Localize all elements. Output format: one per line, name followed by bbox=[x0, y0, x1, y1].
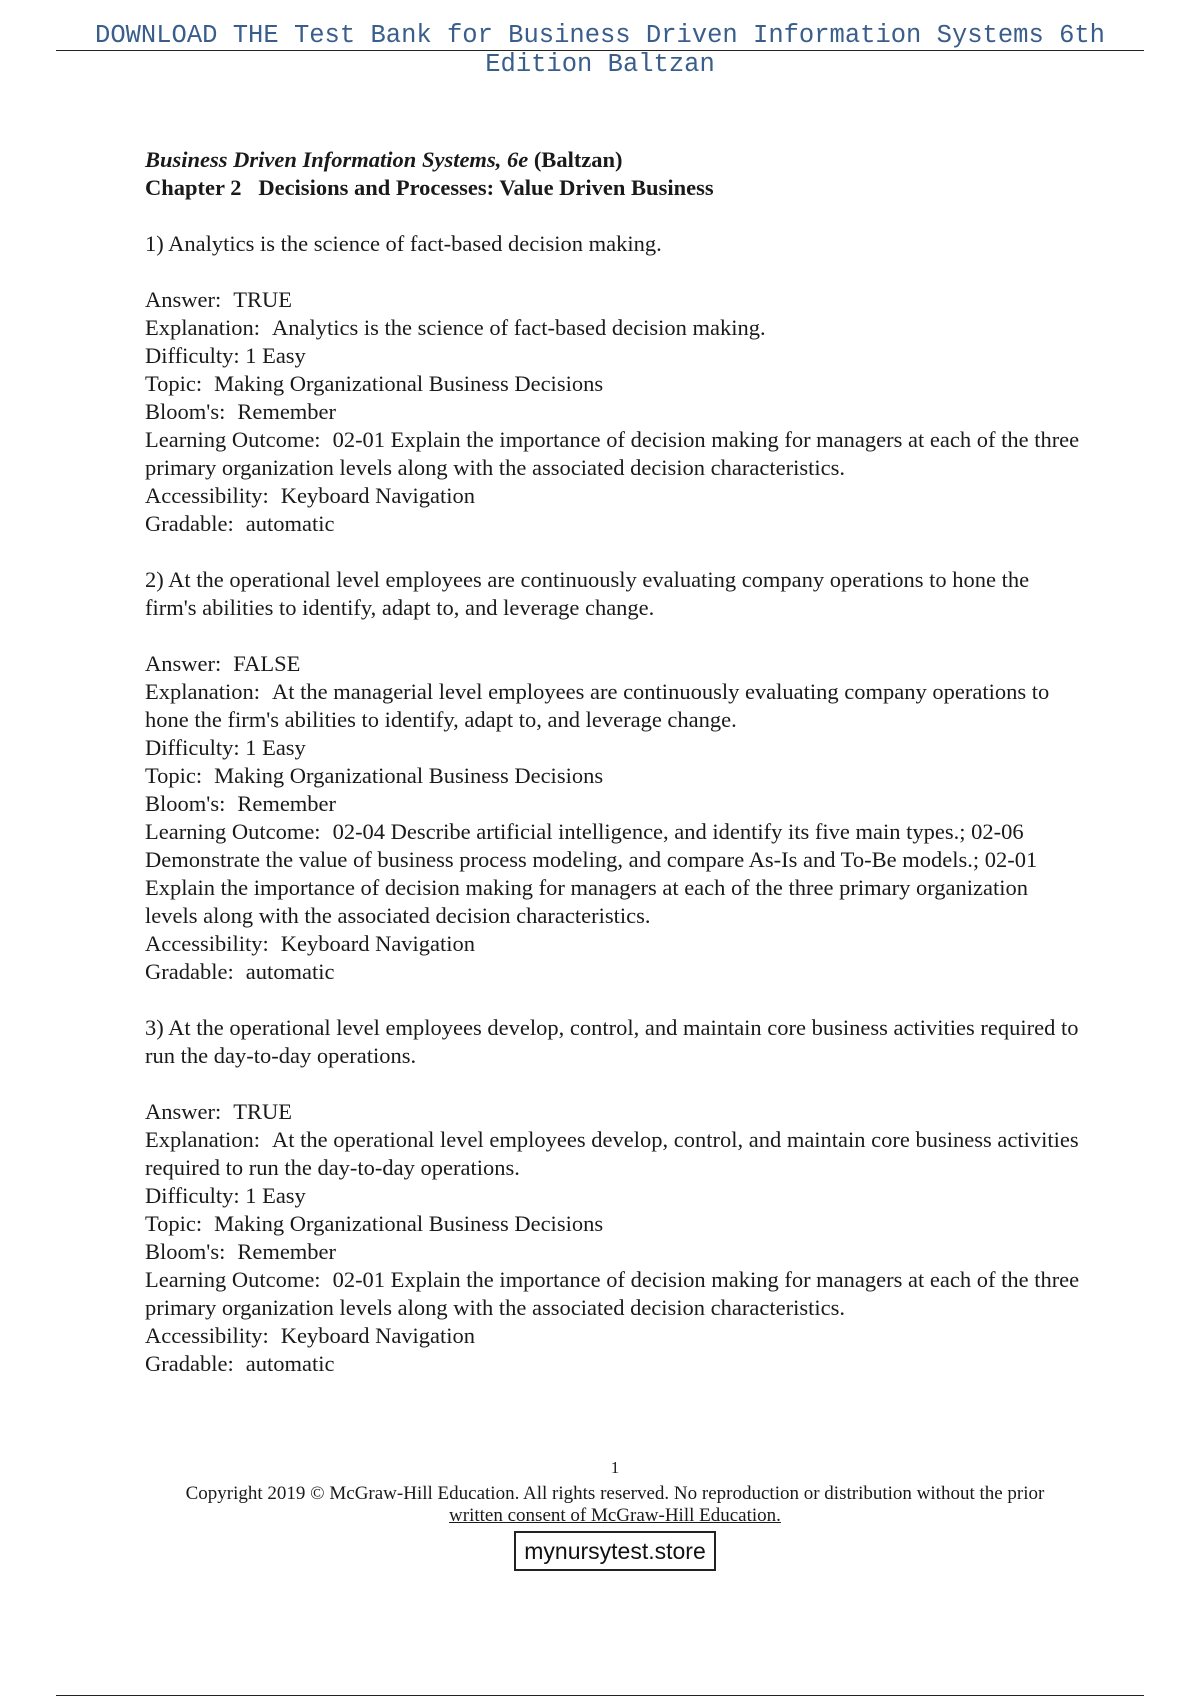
topic-row bbox=[145, 1210, 1085, 1238]
outcome-value: 02-01 Explain the importance of decision making for managers at each of the three primary organization levels along with the associated decision characteristics. bbox=[145, 427, 1080, 480]
explanation-label: Explanation: bbox=[145, 315, 260, 340]
question-stem: 3) At the operational level employees develop, control, and maintain core business activities required to run the day-to-day operations. bbox=[145, 1015, 1079, 1068]
accessibility-row bbox=[145, 930, 1085, 958]
page-number: 1 bbox=[610, 1458, 620, 1477]
accessibility-value: Keyboard Navigation bbox=[280, 931, 476, 956]
answer-row bbox=[145, 286, 1085, 314]
topic-label: Topic: bbox=[145, 1211, 203, 1236]
topic-value: Making Organizational Business Decisions bbox=[214, 371, 604, 396]
gradable-label: Gradable: bbox=[145, 959, 234, 984]
question-2 bbox=[145, 566, 1085, 986]
chapter-title: Chapter 2 Decisions and Processes: Value Driven Business bbox=[145, 175, 714, 200]
outcome-row bbox=[145, 1266, 1085, 1322]
gradable-row bbox=[145, 510, 1085, 538]
difficulty-row: Difficulty: 1 Easy bbox=[145, 343, 306, 368]
blooms-label: Bloom's: bbox=[145, 1239, 226, 1264]
blooms-row bbox=[145, 398, 1085, 426]
outcome-label: Learning Outcome: bbox=[145, 427, 321, 452]
banner-line-2[interactable]: Edition Baltzan bbox=[485, 50, 715, 79]
explanation-value: At the managerial level employees are continuously evaluating company operations to hone the firm's abilities to identify, adapt to, and leverage change. bbox=[145, 679, 1050, 732]
topic-value: Making Organizational Business Decisions bbox=[214, 1211, 604, 1236]
explanation-row bbox=[145, 678, 1085, 734]
gradable-label: Gradable: bbox=[145, 1351, 234, 1376]
answer-row bbox=[145, 650, 1085, 678]
outcome-label: Learning Outcome: bbox=[145, 1267, 321, 1292]
gradable-value: automatic bbox=[245, 1351, 335, 1376]
answer-label: Answer: bbox=[145, 287, 222, 312]
gradable-row bbox=[145, 958, 1085, 986]
outcome-value: 02-04 Describe artificial intelligence, and identify its five main types.; 02-06 Demonstrate the value of business process modeling, and compare As-Is and To-Be models.; 02-01 Explain the importance of decision making for managers at each of the three primary organization levels along with the associated decision characteristics. bbox=[145, 819, 1038, 928]
download-banner[interactable] bbox=[56, 22, 1144, 79]
topic-row bbox=[145, 762, 1085, 790]
accessibility-label: Accessibility: bbox=[145, 931, 269, 956]
outcome-value: 02-01 Explain the importance of decision making for managers at each of the three primary organization levels along with the associated decision characteristics. bbox=[145, 1267, 1080, 1320]
explanation-label: Explanation: bbox=[145, 1127, 260, 1152]
accessibility-label: Accessibility: bbox=[145, 1323, 269, 1348]
answer-label: Answer: bbox=[145, 651, 222, 676]
explanation-value: At the operational level employees develop, control, and maintain core business activities required to run the day-to-day operations. bbox=[145, 1127, 1079, 1180]
topic-value: Making Organizational Business Decisions bbox=[214, 763, 604, 788]
outcome-row bbox=[145, 426, 1085, 482]
book-title-author: (Baltzan) bbox=[528, 147, 623, 172]
gradable-label: Gradable: bbox=[145, 511, 234, 536]
blooms-value: Remember bbox=[237, 399, 337, 424]
accessibility-value: Keyboard Navigation bbox=[280, 1323, 476, 1348]
blooms-label: Bloom's: bbox=[145, 791, 226, 816]
answer-value: TRUE bbox=[233, 287, 292, 312]
book-title-italic: Business Driven Information Systems, 6e bbox=[145, 147, 529, 172]
bottom-divider bbox=[56, 1695, 1144, 1696]
topic-label: Topic: bbox=[145, 371, 203, 396]
document-body bbox=[145, 146, 1085, 1378]
explanation-label: Explanation: bbox=[145, 679, 260, 704]
blooms-label: Bloom's: bbox=[145, 399, 226, 424]
banner-line-1[interactable]: DOWNLOAD THE Test Bank for Business Driven Information Systems 6th bbox=[56, 22, 1144, 51]
copyright-line-1: Copyright 2019 © McGraw-Hill Education. All rights reserved. No reproduction or distribution without the prior bbox=[185, 1483, 1045, 1504]
explanation-row bbox=[145, 314, 1085, 342]
answer-value: FALSE bbox=[233, 651, 301, 676]
question-stem: 1) Analytics is the science of fact-based decision making. bbox=[145, 231, 662, 256]
page-footer bbox=[145, 1457, 1085, 1571]
question-3 bbox=[145, 1014, 1085, 1378]
accessibility-label: Accessibility: bbox=[145, 483, 269, 508]
blooms-value: Remember bbox=[237, 1239, 337, 1264]
difficulty-row: Difficulty: 1 Easy bbox=[145, 735, 306, 760]
answer-row bbox=[145, 1098, 1085, 1126]
topic-label: Topic: bbox=[145, 763, 203, 788]
difficulty-row: Difficulty: 1 Easy bbox=[145, 1183, 306, 1208]
store-link[interactable]: mynursytest.store bbox=[514, 1531, 716, 1571]
blooms-row bbox=[145, 790, 1085, 818]
topic-row bbox=[145, 370, 1085, 398]
answer-value: TRUE bbox=[233, 1099, 292, 1124]
explanation-row bbox=[145, 1126, 1085, 1182]
question-stem: 2) At the operational level employees are continuously evaluating company operations to hone the firm's abilities to identify, adapt to, and leverage change. bbox=[145, 567, 1030, 620]
explanation-value: Analytics is the science of fact-based decision making. bbox=[271, 315, 766, 340]
question-1 bbox=[145, 230, 1085, 538]
accessibility-row bbox=[145, 1322, 1085, 1350]
answer-label: Answer: bbox=[145, 1099, 222, 1124]
accessibility-value: Keyboard Navigation bbox=[280, 483, 476, 508]
blooms-row bbox=[145, 1238, 1085, 1266]
book-title bbox=[145, 146, 1085, 174]
gradable-row bbox=[145, 1350, 1085, 1378]
gradable-value: automatic bbox=[245, 959, 335, 984]
accessibility-row bbox=[145, 482, 1085, 510]
copyright-line-2: written consent of McGraw-Hill Education. bbox=[449, 1505, 781, 1526]
gradable-value: automatic bbox=[245, 511, 335, 536]
outcome-row bbox=[145, 818, 1085, 930]
blooms-value: Remember bbox=[237, 791, 337, 816]
outcome-label: Learning Outcome: bbox=[145, 819, 321, 844]
